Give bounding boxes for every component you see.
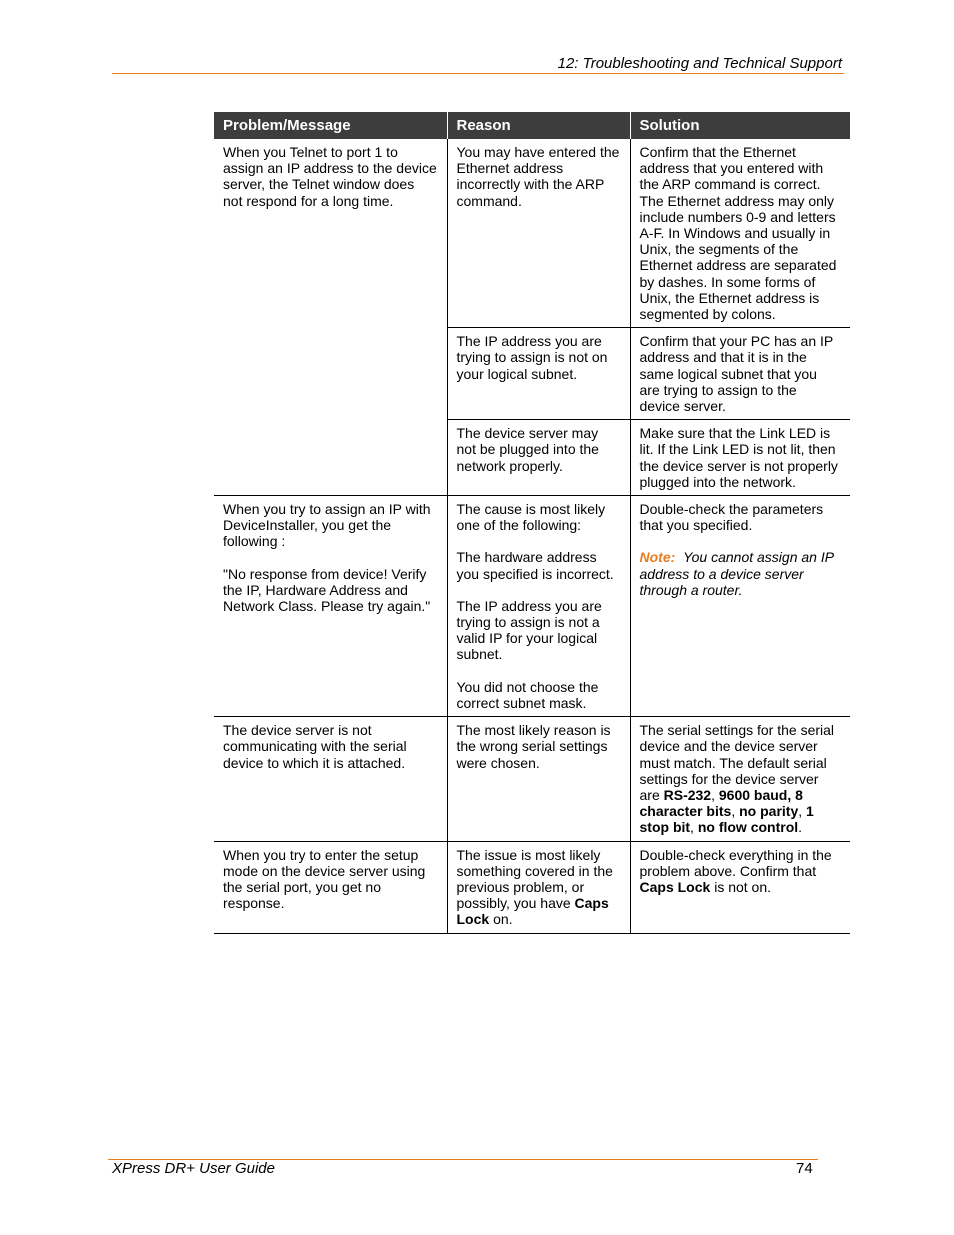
- bold-stop-bit: 1 stop bit: [639, 803, 814, 836]
- period: .: [798, 819, 803, 836]
- table-row: [214, 496, 850, 717]
- header-problem: Problem/Message: [214, 112, 447, 139]
- solution-cell: [630, 420, 850, 496]
- solution-cell: [630, 841, 850, 933]
- solution-text-end: is not on.: [710, 878, 772, 895]
- reason-text: [457, 847, 621, 928]
- reason-text: The device server may not be plugged into the network properly.: [456, 425, 599, 474]
- solution-text-plain: Double-check everything in the problem above. Confirm that: [639, 846, 832, 879]
- solution-text: [640, 847, 842, 896]
- bold-baud: 9600 baud, 8 character bits: [639, 786, 803, 820]
- table-row: [214, 717, 850, 841]
- separator: ,: [798, 803, 807, 820]
- table-row: [214, 139, 850, 328]
- note-text: You cannot assign an IP address to a device server through a router.: [639, 549, 834, 598]
- separator: ,: [690, 819, 698, 836]
- problem-cell: [214, 717, 447, 841]
- reason-text: The IP address you are trying to assign is not on your logical subnet.: [456, 333, 608, 382]
- bold-flow-control: no flow control: [697, 819, 799, 836]
- problem-cell: [214, 139, 447, 496]
- solution-text: Confirm that the Ethernet address that you entered with the ARP command is correct. The Ethernet address may only include numbers 0-9 and letters A-F. In Windows and usually in Unix, the segments of the Ethernet address are separated by dashes. In some forms of Unix, the Ethernet address is segmented by colons.: [639, 144, 837, 323]
- footer-guide-title: XPress DR+ User Guide: [112, 1160, 275, 1177]
- solution-text: Double-check the parameters that you specified.: [639, 501, 824, 534]
- problem-cell: [214, 841, 447, 933]
- bold-rs232: RS-232: [663, 786, 712, 803]
- solution-cell: [630, 496, 850, 717]
- reason-text: The hardware address you specified is incorrect.: [456, 549, 614, 582]
- separator: ,: [711, 786, 719, 803]
- bold-caps-lock: Caps Lock: [456, 895, 609, 928]
- troubleshooting-table: [214, 112, 850, 934]
- reason-text: You may have entered the Ethernet address incorrectly with the ARP command.: [456, 144, 620, 209]
- solution-text-plain: The serial settings for the serial device and the device server must match. The default serial settings for the device server are: [639, 722, 835, 803]
- solution-cell: [630, 328, 850, 420]
- reason-cell: [447, 717, 630, 841]
- reason-cell: [447, 328, 630, 420]
- solution-text: [640, 722, 842, 835]
- solution-text: Make sure that the Link LED is lit. If the Link LED is not lit, then the device server is not properly plugged into the network.: [639, 425, 838, 490]
- problem-cell: [214, 496, 447, 717]
- reason-text: The IP address you are trying to assign is not a valid IP for your logical subnet.: [456, 597, 602, 663]
- problem-text: When you Telnet to port 1 to assign an IP address to the device server, the Telnet window does not respond for a long time.: [223, 144, 437, 209]
- header-rule: [112, 73, 844, 74]
- reason-cell: [447, 841, 630, 933]
- header-solution: Solution: [630, 112, 850, 139]
- separator: ,: [731, 803, 740, 820]
- reason-cell: [447, 139, 630, 328]
- bold-parity: no parity: [739, 803, 799, 820]
- error-message-text: "No response from device! Verify the IP, Hardware Address and Network Class. Please try again.": [223, 565, 431, 615]
- chapter-header: 12: Troubleshooting and Technical Support: [557, 55, 842, 72]
- solution-cell: [630, 717, 850, 841]
- note-label: Note:: [639, 549, 676, 566]
- problem-text: When you try to enter the setup mode on the device server using the serial port, you get no response.: [223, 846, 426, 912]
- reason-text-plain: The issue is most likely something covered in the previous problem, or possibly, you have: [456, 846, 613, 912]
- reason-text: The most likely reason is the wrong serial settings were chosen.: [456, 722, 611, 771]
- page-number: 74: [796, 1160, 813, 1177]
- table-header-row: [214, 112, 850, 139]
- solution-text: Confirm that your PC has an IP address and that it is in the same logical subnet that you are trying to assign to the device server.: [639, 333, 833, 415]
- solution-cell: [630, 139, 850, 328]
- reason-text-end: on.: [489, 911, 513, 928]
- reason-text: You did not choose the correct subnet mask.: [456, 678, 599, 711]
- problem-text: The device server is not communicating with the serial device to which it is attached.: [223, 722, 407, 771]
- table-row: [214, 841, 850, 933]
- header-reason: Reason: [447, 112, 630, 139]
- reason-text: The cause is most likely one of the following:: [456, 501, 606, 534]
- problem-text: When you try to assign an IP with DeviceInstaller, you get the following :: [223, 501, 431, 550]
- bold-caps-lock: Caps Lock: [639, 878, 711, 895]
- reason-cell: [447, 420, 630, 496]
- reason-cell: [447, 496, 630, 717]
- note-paragraph: [640, 549, 842, 598]
